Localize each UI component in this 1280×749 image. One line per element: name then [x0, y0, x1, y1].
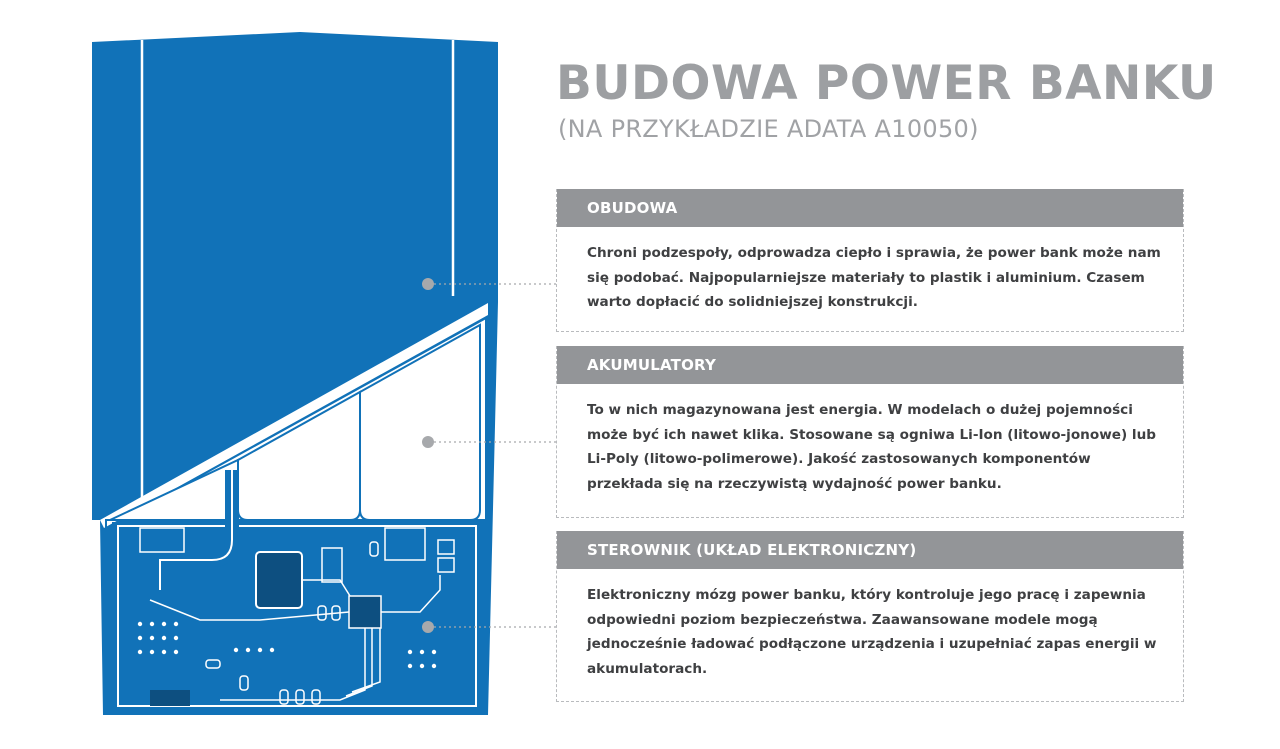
section-obudowa [556, 189, 1184, 332]
page-title: BUDOWA POWER BANKU [556, 56, 1217, 111]
page-subtitle: (NA PRZYKŁADZIE ADATA A10050) [558, 115, 979, 143]
section-heading: AKUMULATORY [557, 346, 1183, 384]
section-akumulatory [556, 346, 1184, 518]
section-heading: OBUDOWA [557, 189, 1183, 227]
section-sterownik [556, 531, 1184, 702]
section-heading: STEROWNIK (UKŁAD ELEKTRONICZNY) [557, 531, 1183, 569]
section-body: Chroni podzespoły, odprowadza ciepło i sprawia, że power bank może nam się podobać. Najpopularniejsze materiały to plastik i aluminium. Czasem warto dopłacić do solidniejszej konstrukcji. [587, 245, 1161, 310]
section-body: Elektroniczny mózg power banku, który kontroluje jego pracę i zapewnia odpowiedni poziom bezpieczeństwa. Zaawansowane modele mogą jednocześnie ładować podłączone urządzenia i uzupełniać zapas energii w akumulatorach. [587, 587, 1157, 677]
section-body: To w nich magazynowana jest energia. W modelach o dużej pojemności może być ich nawet klika. Stosowane są ogniwa Li-Ion (litowo-jonowe) lub Li-Poly (litowo-polimerowe). Jakość zastosowanych komponentów przekłada się na rzeczywistą wydajność power banku. [587, 402, 1156, 492]
